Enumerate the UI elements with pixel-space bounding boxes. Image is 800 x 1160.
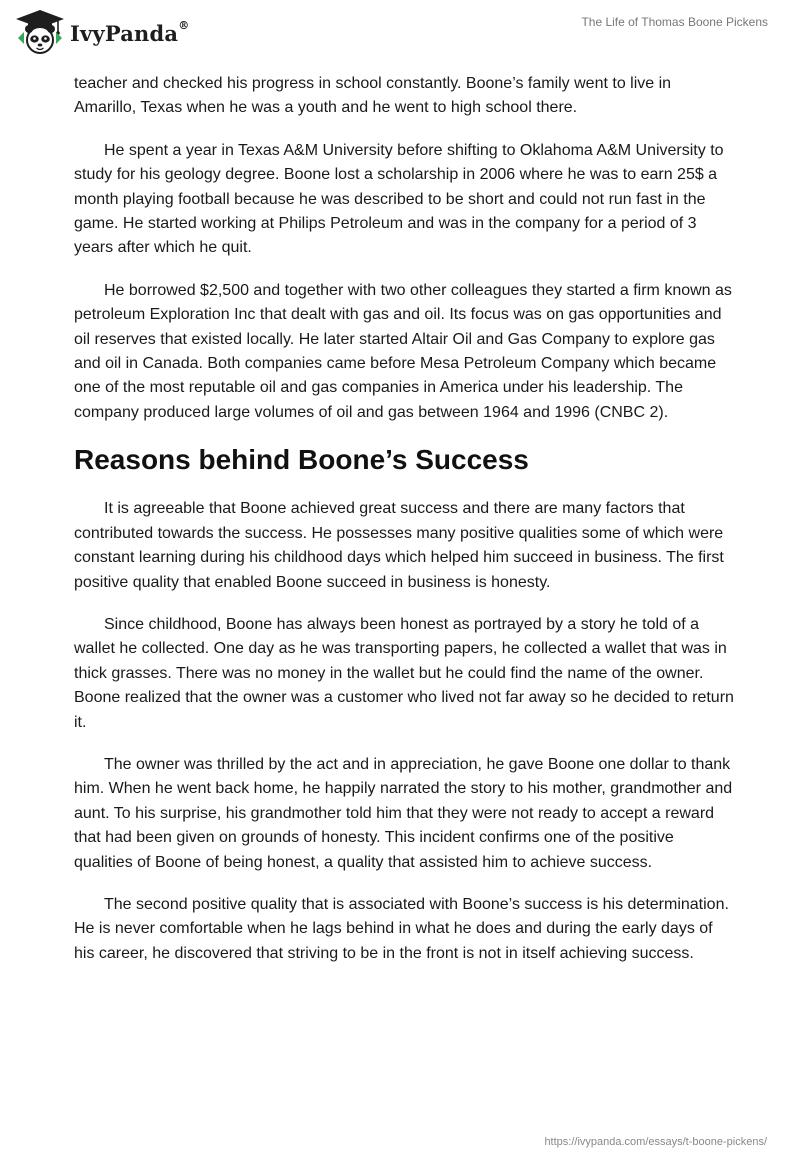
document-title: The Life of Thomas Boone Pickens	[581, 15, 768, 29]
paragraph: He borrowed $2,500 and together with two other colleagues they started a firm known as petroleum Exploration Inc that dealt with gas and oil. Its focus was on gas opportunities and oil reserves that existed locally. He later started Altair Oil and Gas Company to explore gas and oil in Canada. Both companies came before Mesa Petroleum Company which became one of the most reputable oil and gas companies in America under his leadership. The company produced large volumes of oil and gas between 1964 and 1996 (CNBC 2).	[74, 281, 732, 421]
paragraph: He spent a year in Texas A&M University before shifting to Oklahoma A&M University to study for his geology degree. Boone lost a scholarship in 2006 where he was to earn 25$ a month playing football because he was described to be short and could not run fast in the game. He started working at Philips Petroleum and was in the company for a period of 3 years after which he quit.	[74, 141, 724, 257]
page-header	[0, 0, 800, 70]
paragraph: Since childhood, Boone has always been honest as portrayed by a story he told of a wallet he collected. One day as he was transporting papers, he collected a wallet that was in thick grasses. There was no money in the wallet but he could find the name of the owner. Boone realized that the owner was a customer who lived not far away so he decided to return it.	[74, 615, 734, 731]
paragraph: teacher and checked his progress in school constantly. Boone’s family went to live in Amarillo, Texas when he was a youth and he went to high school there.	[74, 75, 672, 117]
brand-name: IvyPanda®	[70, 18, 190, 46]
brand-logo[interactable]	[14, 8, 189, 56]
paragraph: The owner was thrilled by the act and in appreciation, he gave Boone one dollar to thank him. When he went back home, he happily narrated the story to his mother, grandmother and aunt. To his surprise, his grandmother told him that they were not ready to accept a reward that had been given on grounds of honesty. This incident confirms one of the positive qualities of Boone of being honest, a quality that assisted him to achieve success.	[74, 755, 733, 871]
section-heading: Reasons behind Boone’s Success	[74, 444, 529, 476]
paragraph: The second positive quality that is associated with Boone’s success is his determination. He is never comfortable when he lags behind in what he does and during the early days of his career, he discovered that striving to be in the front is not in itself achieving success.	[74, 895, 729, 962]
essay-content	[74, 72, 734, 984]
source-url[interactable]: https://ivypanda.com/essays/t-boone-pickens/	[544, 1136, 767, 1148]
panda-graduate-icon	[14, 8, 66, 56]
paragraph: It is agreeable that Boone achieved great success and there are many factors that contributed towards the success. He possesses many positive qualities some of which were constant learning during his childhood days which helped him succeed in business. The first positive quality that enabled Boone succeed in business is honesty.	[74, 500, 724, 591]
